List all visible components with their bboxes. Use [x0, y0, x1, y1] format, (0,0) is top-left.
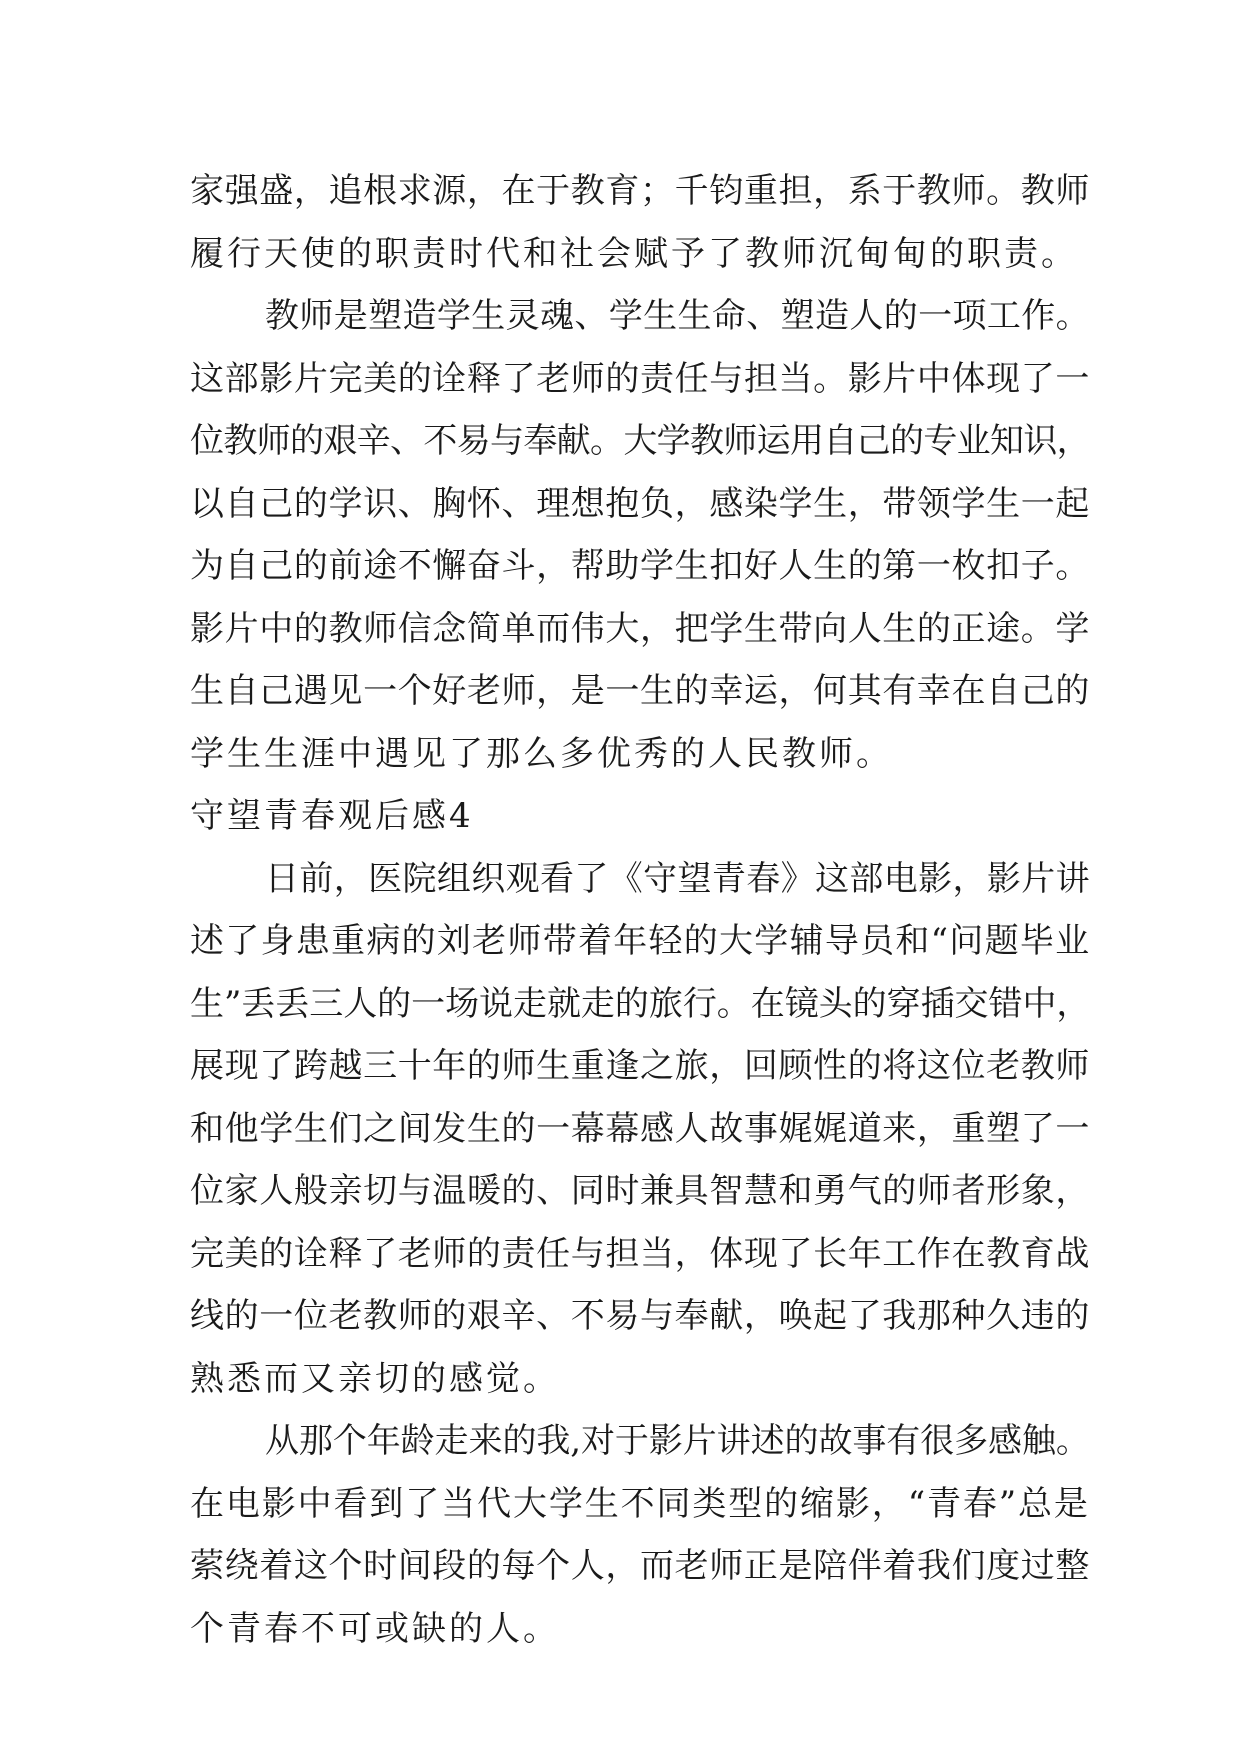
text-line: 以自己的学识、胸怀、理想抱负，感染学生，带领学生一起	[190, 483, 1090, 524]
text-line: 为自己的前途不懈奋斗，帮助学生扣好人生的第一枚扣子。	[190, 546, 1090, 586]
text-line: 述了身患重病的刘老师带着年轻的大学辅导员和“问题毕业	[190, 921, 1091, 961]
text-line: 生”丢丢三人的一场说走就走的旅行。在镜头的穿插交错中，	[190, 983, 1091, 1024]
text-line: 履行天使的职责时代和社会赋予了教师沉甸甸的职责。	[190, 233, 1078, 274]
text-line: 学生生涯中遇见了那么多优秀的人民教师。	[190, 733, 893, 774]
text-line: 位教师的艰辛、不易与奉献。大学教师运用自己的专业知识，	[190, 421, 1090, 461]
text-line: 萦绕着这个时间段的每个人，而老师正是陪伴着我们度过整	[190, 1546, 1090, 1586]
text-line: 熟悉而又亲切的感觉。	[190, 1358, 560, 1399]
text-line: 生自己遇见一个好老师，是一生的幸运，何其有幸在自己的	[190, 671, 1090, 711]
text-line: 在电影中看到了当代大学生不同类型的缩影，“青春”总是	[190, 1483, 1090, 1524]
text-line: 家强盛，追根求源，在于教育；千钧重担，系于教师。教师	[190, 171, 1090, 211]
text-line: 线的一位老教师的艰辛、不易与奉献，唤起了我那种久违的	[190, 1296, 1090, 1336]
text-line: 展现了跨越三十年的师生重逢之旅，回顾性的将这位老教师	[190, 1046, 1090, 1086]
text-line: 和他学生们之间发生的一幕幕感人故事娓娓道来，重塑了一	[190, 1108, 1090, 1149]
section-heading: 守望青春观后感4	[190, 796, 474, 836]
text-line: 影片中的教师信念简单而伟大，把学生带向人生的正途。学	[190, 608, 1090, 649]
text-line: 完美的诠释了老师的责任与担当，体现了长年工作在教育战	[190, 1233, 1090, 1274]
paragraph-start-line: 教师是塑造学生灵魂、学生生命、塑造人的一项工作。	[265, 296, 1090, 336]
text-line: 位家人般亲切与温暖的、同时兼具智慧和勇气的师者形象，	[190, 1171, 1090, 1211]
paragraph-start-line: 从那个年龄走来的我,对于影片讲述的故事有很多感触。	[265, 1421, 1090, 1461]
paragraph-start-line: 日前，医院组织观看了《守望青春》这部电影，影片讲	[265, 858, 1090, 899]
text-line: 个青春不可或缺的人。	[190, 1608, 560, 1649]
text-line: 这部影片完美的诠释了老师的责任与担当。影片中体现了一	[190, 358, 1090, 399]
document-body	[190, 160, 1090, 1660]
